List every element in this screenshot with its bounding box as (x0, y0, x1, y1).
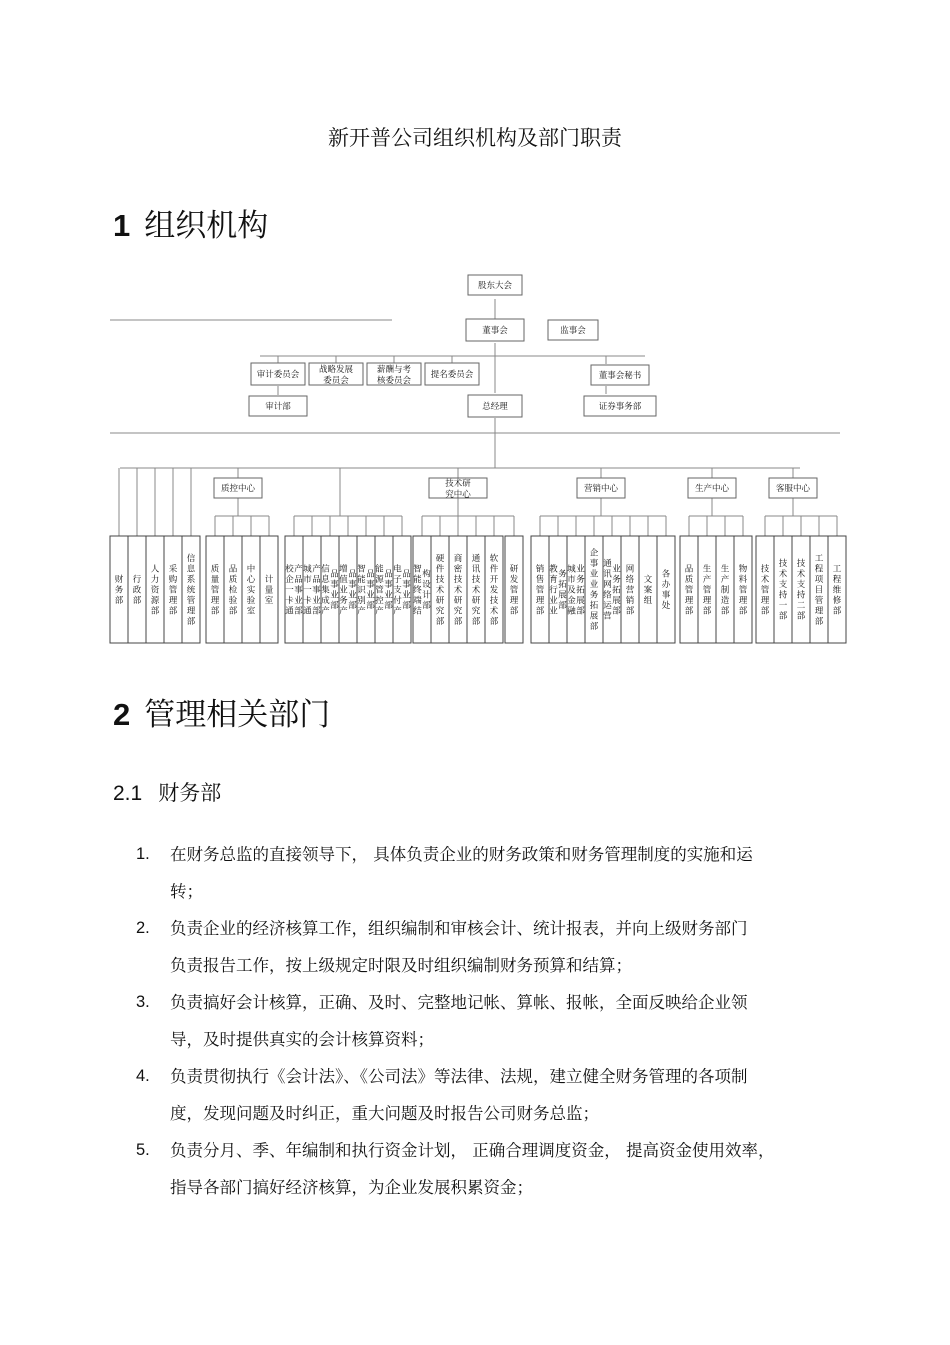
section-title: 组织机构 (144, 208, 269, 244)
item-line: 在财务总监的直接领导下， 具体负责企业的财务政策和财务管理制度的实施和运 (170, 845, 753, 864)
department-box (242, 536, 260, 643)
item-line: 导，及时提供真实的会计核算资料； (170, 1030, 434, 1049)
department-box (716, 536, 734, 643)
department-box (467, 536, 485, 643)
item-line: 转； (170, 882, 203, 901)
department-label: 智能终端结构设计部 (413, 564, 431, 617)
secretary-box (591, 365, 649, 385)
department-box (680, 536, 698, 643)
department-box (756, 536, 774, 643)
department-label: 工程项目管理部 (814, 553, 824, 627)
subsection-title: 财务部 (158, 781, 222, 805)
department-label: 技术支持一部 (778, 559, 788, 622)
org-box-label: 客服中心 (775, 484, 811, 494)
department-box (774, 536, 792, 643)
org-box-label: 审计委员会 (256, 370, 300, 380)
subsection-heading (113, 777, 221, 807)
center-box (577, 478, 625, 498)
department-label: 信息集成产品事业部 (321, 564, 339, 617)
department-label: 质量管理部 (210, 564, 220, 617)
org-box-label: 监事会 (560, 326, 586, 336)
org-box-label: 提名委员会 (430, 370, 474, 380)
section-number: 1 (113, 208, 131, 243)
department-box (792, 536, 810, 643)
department-label: 信息系统管理部 (186, 553, 196, 627)
department-label: 生产制造部 (720, 564, 730, 617)
center-box (214, 478, 262, 498)
department-label: 智能识别产品事业部 (357, 564, 375, 617)
item-line: 指导各部门搞好经济核算，为企业发展积累资金； (170, 1178, 533, 1197)
department-box (431, 536, 449, 643)
department-label: 行政部 (132, 574, 142, 606)
department-label: 各办事处 (661, 569, 671, 611)
item-number: 5. (136, 1141, 150, 1159)
department-box (828, 536, 846, 643)
center-box (429, 478, 487, 500)
department-label: 商密技术研究部 (453, 553, 463, 627)
list-item (132, 1058, 852, 1132)
department-label: 通讯网络运营业务拓展部 (603, 559, 621, 622)
department-box (485, 536, 503, 643)
committee-box (251, 363, 305, 385)
department-box (603, 536, 621, 643)
section-number: 2 (113, 697, 131, 732)
department-box (357, 536, 375, 643)
org-box-label: 审计部 (265, 402, 291, 412)
department-box (734, 536, 752, 643)
item-line: 负责贯彻执行《会计法》、《公司法》等法律、法规，建立健全财务管理的各项制 (170, 1067, 748, 1086)
department-box (128, 536, 146, 643)
list-item (132, 836, 852, 910)
document-title: 新开普公司组织机构及部门职责 (328, 126, 622, 150)
org-box-label: 总经理 (482, 402, 508, 412)
item-line: 负责报告工作，按上级规定时限及时组织编制财务预算和结算； (170, 956, 632, 975)
department-label: 技术管理部 (760, 564, 770, 617)
department-box (639, 536, 657, 643)
department-label: 品质检验部 (228, 564, 238, 617)
department-label: 研发管理部 (509, 564, 519, 617)
department-box (182, 536, 200, 643)
department-box (339, 536, 357, 643)
item-number: 3. (136, 993, 150, 1011)
item-line: 度，发现问题及时纠正，重大问题及时报告公司财务总监； (170, 1104, 599, 1123)
board-box (466, 319, 524, 341)
department-box (549, 536, 567, 643)
securities-box (584, 396, 656, 416)
item-line: 负责企业的经济核算工作，组织编制和审核会计、统计报表，并向上级财务部门 (170, 919, 748, 938)
department-box (621, 536, 639, 643)
department-box (321, 536, 339, 643)
department-label: 文案组 (643, 574, 653, 606)
department-box (206, 536, 224, 643)
department-box (449, 536, 467, 643)
section-heading-1 (113, 200, 268, 245)
department-label: 财务部 (114, 574, 124, 606)
item-line: 负责搞好会计核算，正确、及时、完整地记帐、算帐、报帐，全面反映给企业领 (170, 993, 748, 1012)
department-label: 工程维修部 (832, 564, 842, 617)
department-box (567, 536, 585, 643)
department-label: 能源管控产品事业部 (375, 564, 393, 617)
department-box (657, 536, 675, 643)
department-box (285, 536, 303, 643)
duty-list (132, 836, 852, 1206)
org-box-label: 技术研究中心 (445, 479, 471, 500)
department-box (224, 536, 242, 643)
department-label: 物料管理部 (738, 564, 748, 617)
department-label: 企事业业务拓展部 (589, 548, 599, 632)
department-label: 校企一卡通产品事业部 (285, 564, 303, 617)
department-label: 采购管理部 (168, 564, 178, 617)
center-box (688, 478, 736, 498)
department-box (164, 536, 182, 643)
item-number: 4. (136, 1067, 150, 1085)
gm-box (468, 395, 522, 417)
department-label: 电子支付产品事业部 (393, 564, 411, 617)
department-label: 城市及金融业务拓展部 (567, 564, 585, 617)
department-label: 教育行业业务拓展部 (549, 564, 567, 617)
department-box (303, 536, 321, 643)
department-box (810, 536, 828, 643)
department-label: 技术支持二部 (796, 559, 806, 622)
org-box-label: 董事会 (482, 326, 508, 336)
shareholders-box (468, 275, 522, 295)
org-chart (110, 268, 840, 648)
department-label: 品质管理部 (684, 564, 694, 617)
org-box-label: 生产中心 (694, 484, 730, 494)
org-box-label: 营销中心 (583, 484, 619, 494)
department-box (260, 536, 278, 643)
audit-dept-box (249, 396, 307, 416)
department-box (531, 536, 549, 643)
org-box-label: 质控中心 (220, 484, 256, 494)
department-label: 硬件技术研究部 (435, 553, 445, 627)
org-box-label: 董事会秘书 (598, 371, 642, 381)
committee-box (309, 363, 363, 386)
department-label: 网络营销部 (625, 564, 635, 617)
section-title: 管理相关部门 (144, 697, 331, 733)
list-item (132, 984, 852, 1058)
department-label: 通讯技术研究部 (471, 553, 481, 627)
department-box (585, 536, 603, 643)
department-label: 计量室 (264, 574, 274, 606)
department-label: 生产管理部 (702, 564, 712, 617)
list-item (132, 910, 852, 984)
department-label: 人力资源部 (150, 564, 160, 617)
department-label: 软件开发技术部 (489, 553, 499, 627)
item-line: 负责分月、季、年编制和执行资金计划， 正确合理调度资金， 提高资金使用效率， (170, 1141, 775, 1160)
item-number: 1. (136, 845, 150, 863)
department-label: 销售管理部 (535, 564, 545, 617)
org-box-label: 薪酬与考核委员会 (376, 365, 412, 386)
committee-box (425, 363, 479, 385)
department-box (413, 536, 431, 643)
list-item (132, 1132, 852, 1206)
department-box (375, 536, 393, 643)
item-number: 2. (136, 919, 150, 937)
section-heading-2 (113, 689, 330, 734)
subsection-number: 2.1 (113, 782, 143, 805)
department-label: 城市一卡通产品事业部 (303, 564, 321, 617)
org-box-label: 股东大会 (477, 281, 513, 291)
org-box-label: 证券事务部 (598, 402, 642, 412)
center-box (769, 478, 817, 498)
department-box (146, 536, 164, 643)
department-label: 中心实验室 (246, 564, 256, 617)
org-box-label: 战略发展委员会 (318, 365, 354, 386)
department-box (505, 536, 523, 643)
department-box (110, 536, 128, 643)
department-label: 增值业务产品事业部 (339, 564, 357, 617)
committee-box (367, 363, 421, 386)
department-box (698, 536, 716, 643)
supervisors-box (548, 320, 598, 340)
department-box (393, 536, 411, 643)
